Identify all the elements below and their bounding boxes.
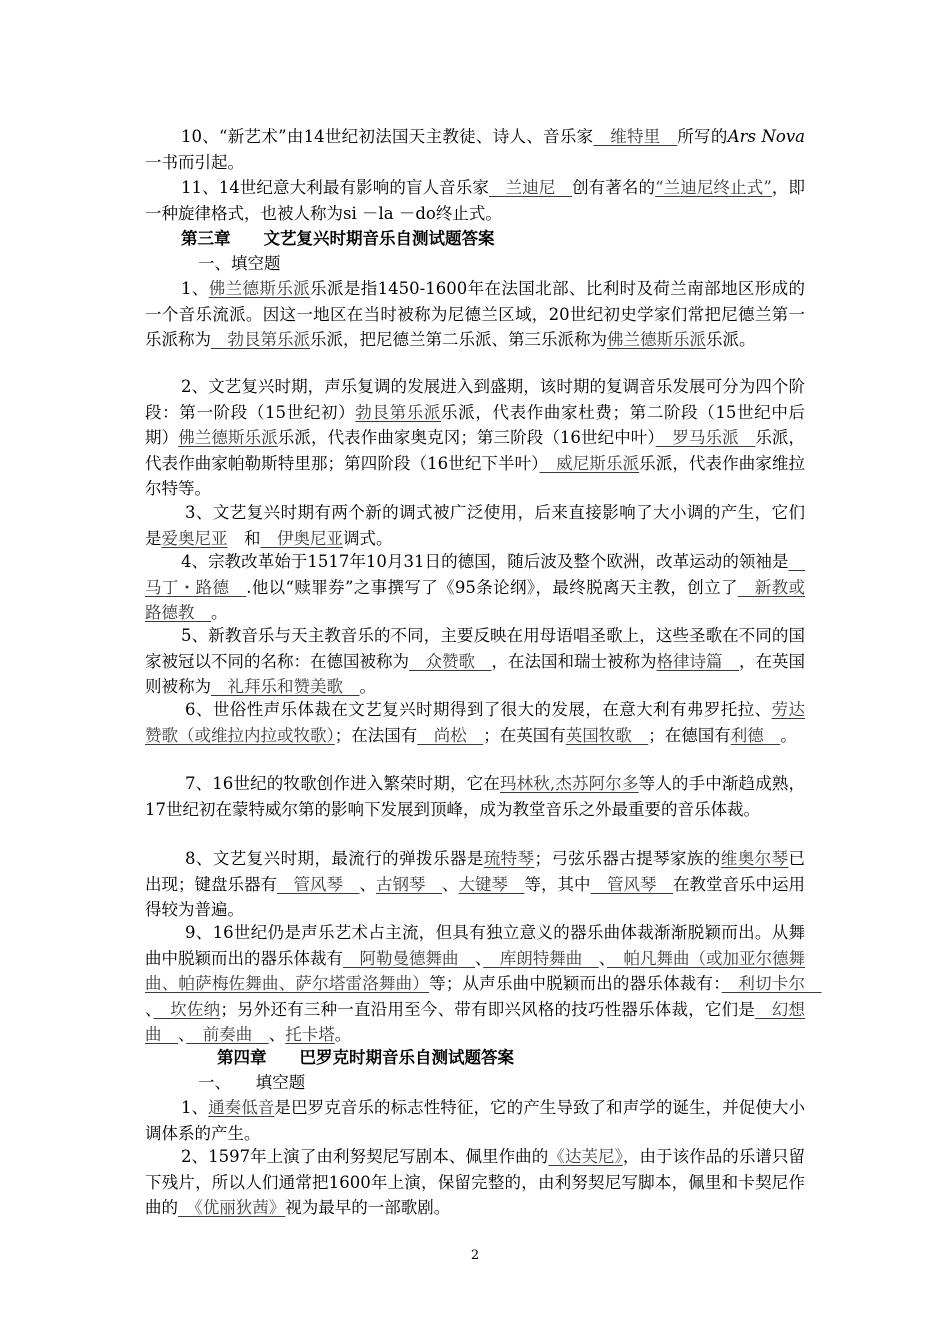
- chapter-3-subtitle: 一、填空题: [198, 254, 281, 273]
- answer-blank: 《优丽狄茜》: [178, 1198, 286, 1217]
- answer-blank: 帕凡舞曲（或加亚尔德舞曲、帕萨梅佐舞曲、萨尔塔雷洛舞曲）: [145, 948, 805, 993]
- answer-blank: 《达芙尼》: [548, 1147, 623, 1166]
- answer-blank: “兰迪尼终止式”: [655, 178, 772, 197]
- ch3-question-8: 8、文艺复兴时期，最流行的弹拨乐器是琉特琴；弓弦乐器古提琴家族的维奥尔琴已出现；键盘乐器有 管风琴 、古钢琴 、大键琴 等，其中 管风琴 在教堂音乐中运用得较为普遍。: [145, 849, 806, 919]
- answer-blank: 伊奥尼亚: [260, 528, 343, 548]
- ch3-question-3: 3、文艺复兴时期有两个新的调式被广泛使用，后来直接影响了大小调的产生，它们是爱奥尼亚 和 伊奥尼亚调式。: [145, 503, 805, 548]
- question-10: 10、“新艺术”由14世纪初法国天主教徒、诗人、音乐家 维特里 所写的Ars Nova一书而引起。: [145, 127, 806, 172]
- ch3-question-9: 9、16世纪仍是声乐艺术占主流，但具有独立意义的器乐曲体裁渐渐脱颖而出。从舞曲中脱颖而出的器乐体裁有 阿勒曼德舞曲 、 库朗特舞曲 、 帕凡舞曲（或加亚尔德舞曲、帕萨梅佐舞曲、萨尔塔雷洛舞曲）等；从声乐曲中脱颖而出的器乐体裁有： 利切卡尔 、 坎佐纳；另外还有三种一直沿用至今、带有即兴风格的技巧性器乐体裁，它们是 幻想曲 、 前奏曲 、托卡塔。: [145, 923, 822, 1044]
- answer-blank: 琉特琴: [483, 849, 535, 868]
- question-11: 11、14世纪意大利最有影响的盲人音乐家 兰迪尼 创有著名的“兰迪尼终止式”，即一种旋律格式，也被人称为si －la －do终止式。: [145, 178, 806, 223]
- chapter-4-title: 第四章 巴罗克时期音乐自测试题答案: [217, 1048, 514, 1067]
- answer-blank: 坎佐纳: [153, 999, 221, 1019]
- answer-blank: 马丁・路德: [145, 552, 805, 597]
- answer-blank: 英国牧歌: [565, 725, 649, 745]
- answer-blank: 威尼斯乐派: [539, 453, 640, 473]
- ch3-question-2: 2、文艺复兴时期，声乐复调的发展进入到盛期，该时期的复调音乐发展可分为四个阶段：第一阶段（15世纪初）勃艮第乐派乐派，代表作曲家杜费；第二阶段（15世纪中后期）佛兰德斯乐派乐派，代表作曲家奥克冈；第三阶段（16世纪中叶） 罗马乐派 乐派，代表作曲家帕勒斯特里那；第四阶段（16世纪下半叶） 威尼斯乐派乐派，代表作曲家维拉尔特等。: [145, 377, 806, 498]
- answer-blank: 管风琴: [277, 874, 360, 894]
- answer-blank: 利切卡尔: [721, 974, 822, 993]
- answer-blank: 勃艮第乐派: [211, 330, 310, 349]
- ch3-question-5: 5、新教音乐与天主教音乐的不同，主要反映在用母语唱圣歌上，这些圣歌在不同的国家被冠以不同的名称：在德国被称为 众赞歌 ，在法国和瑞士被称为格律诗篇 ，在英国则被称为 礼拜乐和赞美歌 。: [145, 626, 805, 696]
- answer-blank: 爱奥尼亚: [161, 528, 228, 548]
- answer-blank: 礼拜乐和赞美歌: [211, 677, 360, 696]
- answer-blank: 库朗特舞曲: [483, 948, 599, 968]
- answer-blank: 古钢琴: [376, 874, 442, 894]
- answer-blank: 众赞歌: [409, 651, 492, 671]
- chapter-3-title: 第三章 文艺复兴时期音乐自测试题答案: [181, 229, 495, 248]
- answer-blank: 兰迪尼: [489, 178, 573, 197]
- ch3-question-4: 4、宗教改革始于1517年10月31日的德国，随后波及整个欧洲，改革运动的领袖是 马丁・路德 .他以“赎罪券”之事撰写了《95条论纲》，最终脱离天主教，创立了 新教或路德教 。: [145, 552, 806, 622]
- answer-blank: 尚松: [417, 725, 484, 745]
- answer-blank: 佛兰德斯乐派: [178, 428, 278, 447]
- answer-blank: 管风琴: [590, 874, 673, 894]
- answer-blank: 维特里: [593, 127, 678, 146]
- chapter-4-subtitle: 一、 填空题: [198, 1073, 306, 1092]
- answer-blank: 勃艮第乐派: [355, 402, 442, 422]
- answer-blank: 前奏曲: [186, 1025, 269, 1044]
- answer-blank: 幻想曲: [145, 999, 806, 1044]
- answer-blank: 新教或路德教: [145, 577, 806, 622]
- ch4-question-2: 2、1597年上演了由利努契尼写剧本、佩里作曲的《达芙尼》，由于该作品的乐谱只留下残片，所以人们通常把1600年上演，保留完整的，由利努契尼写脚本，佩里和卡契尼作曲的 《优丽狄茜》视为最早的一部歌剧。: [145, 1147, 805, 1217]
- ch4-question-1: 1、通奏低音是巴罗克音乐的标志性特征，它的产生导致了和声学的诞生，并促使大小调体系的产生。: [145, 1098, 806, 1143]
- ch3-question-7: 7、16世纪的牧歌创作进入繁荣时期，它在玛林秋,杰苏阿尔多等人的手中渐趋成熟，17世纪初在蒙特威尔第的影响下发展到顶峰，成为教堂音乐之外最重要的音乐体裁。: [145, 774, 806, 819]
- answer-blank: 利德: [730, 725, 781, 745]
- ch3-question-1: 1、佛兰德斯乐派乐派是指1450-1600年在法国北部、比利时及荷兰南部地区形成的一个音乐流派。因这一地区在当时被称为尼德兰区域，20世纪初史学家们常把尼德兰第一乐派称为 勃艮第乐派乐派，把尼德兰第二乐派、第三乐派称为佛兰德斯乐派乐派。: [145, 279, 806, 349]
- answer-blank: 维奥尔琴: [720, 849, 789, 868]
- answer-blank: 劳达赞歌（或维拉内拉或牧歌）: [145, 700, 806, 745]
- answer-blank: 大键琴: [458, 874, 525, 894]
- answer-blank: 通奏低音: [208, 1098, 275, 1117]
- answer-blank: 托卡塔: [285, 1025, 335, 1044]
- answer-blank: 玛林秋,杰苏阿尔多: [499, 774, 639, 793]
- answer-blank: 阿勒曼德舞曲: [343, 948, 475, 968]
- answer-blank: 格律诗篇: [656, 651, 739, 671]
- answer-blank: 罗马乐派: [655, 428, 756, 447]
- answer-blank: 佛兰德斯乐派: [607, 330, 706, 349]
- answer-blank: 佛兰德斯乐派: [208, 279, 311, 298]
- page-number: 2: [470, 1248, 480, 1263]
- ch3-question-6: 6、世俗性声乐体裁在文艺复兴时期得到了很大的发展，在意大利有弗罗托拉、劳达赞歌（或维拉内拉或牧歌）；在法国有 尚松 ；在英国有英国牧歌 ；在德国有利德 。: [145, 700, 806, 745]
